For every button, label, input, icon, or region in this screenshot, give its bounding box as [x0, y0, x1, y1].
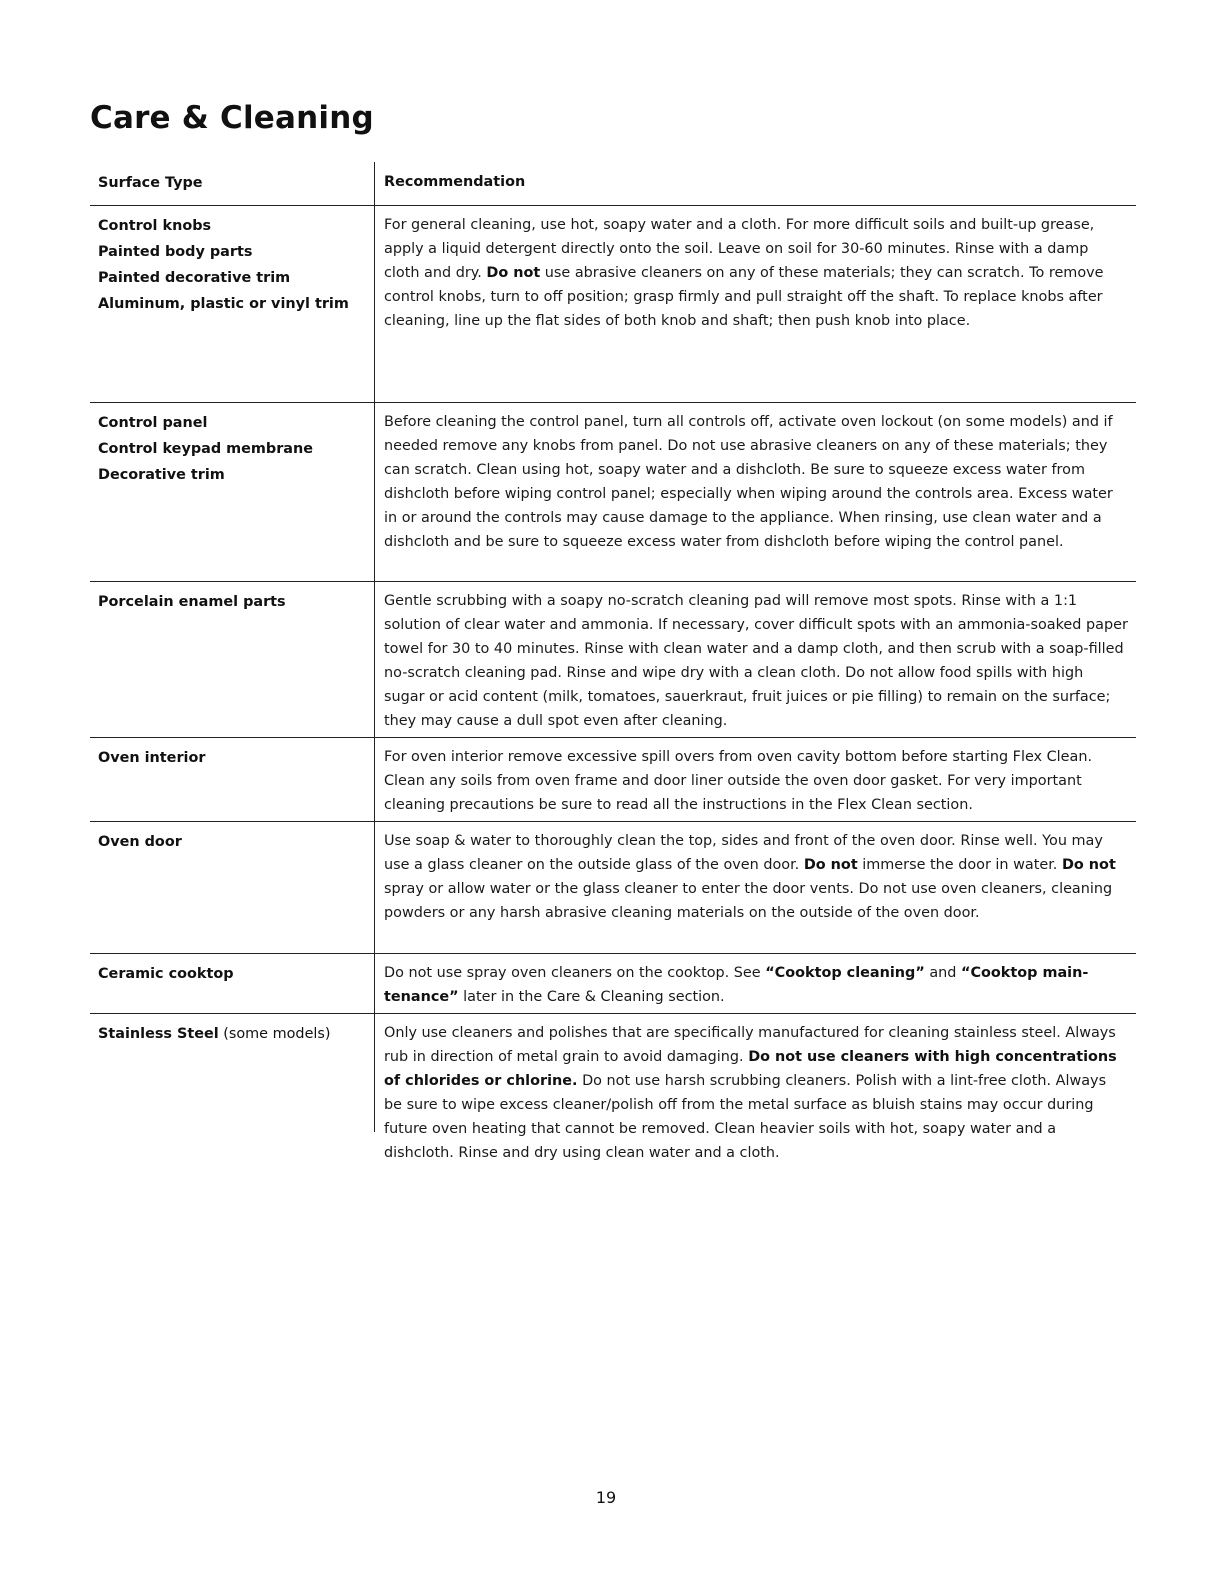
- recommendation-cell: For oven interior remove excessive spill overs from oven cavity bottom before starting Flex Clean. Clean any soils from oven frame and door liner outside the oven door gasket. For very important cleaning precautions be sure to read all the instructions in the Flex Clean section.: [384, 749, 1093, 813]
- table-row: [90, 738, 1136, 822]
- recommendation-cell: Only use cleaners and polishes that are specifically manufactured for cleaning stainless steel. Always rub in direction of metal grain to avoid damaging. Do not use cleaners with high concentrations of chlorides or chlorine. Do not use harsh scrubbing cleaners. Polish with a lint-free cloth. Always be sure to wipe excess cleaner/polish off from the metal surface as bluish stains may occur during future oven heating that cannot be removed. Clean heavier soils with hot, soapy water and a dishcloth. Rinse and dry using clean water and a cloth.: [384, 1025, 1117, 1161]
- recommendation-cell: Before cleaning the control panel, turn all controls off, activate oven lockout (on some models) and if needed remove any knobs from panel. Do not use abrasive cleaners on any of these materials; they can scratch. Clean using hot, soapy water and a dishcloth. Be sure to squeeze excess water from dishcloth before wiping control panel; especially when wiping around the controls area. Excess water in or around the controls may cause damage to the appliance. When rinsing, use clean water and a dishcloth and be sure to squeeze excess water from dishcloth before wiping the control panel.: [384, 414, 1113, 550]
- surface-type: Ceramic cooktop: [98, 966, 234, 982]
- table-row: [90, 582, 1136, 738]
- page-title: Care & Cleaning: [90, 100, 374, 136]
- surface-type: Control panel: [98, 415, 208, 431]
- surface-type: Control knobs: [98, 218, 212, 234]
- surface-type: Decorative trim: [98, 467, 225, 483]
- surface-type: Painted decorative trim: [98, 270, 291, 286]
- surface-type-cell: [90, 403, 375, 581]
- surface-type: Oven door: [98, 834, 182, 850]
- surface-type-cell: [90, 206, 375, 402]
- surface-type: Aluminum, plastic or vinyl trim: [98, 296, 349, 312]
- surface-type: Stainless Steel (some models): [98, 1026, 331, 1042]
- surface-type-cell: [90, 822, 375, 953]
- recommendation-cell: Use soap & water to thoroughly clean the top, sides and front of the oven door. Rinse well. You may use a glass cleaner on the outside glass of the oven door. Do not immerse the door in water. Do not spray or allow water or the glass cleaner to enter the door vents. Do not use oven cleaners, cleaning powders or any harsh abrasive cleaning materials on the outside of the oven door.: [384, 833, 1116, 921]
- column-divider: [374, 162, 375, 1132]
- surface-type-header: Surface Type: [98, 175, 203, 191]
- recommendation-header: Recommendation: [384, 174, 526, 190]
- table-row: [90, 403, 1136, 582]
- table-row: [90, 206, 1136, 403]
- surface-type-cell: [90, 1014, 375, 1171]
- surface-type: Oven interior: [98, 750, 206, 766]
- table-row: [90, 954, 1136, 1014]
- care-cleaning-table: [90, 162, 1136, 1171]
- table-row: [90, 822, 1136, 954]
- recommendation-cell: For general cleaning, use hot, soapy water and a cloth. For more difficult soils and built-up grease, apply a liquid detergent directly onto the soil. Leave on soil for 30-60 minutes. Rinse with a damp cloth and dry. Do not use abrasive cleaners on any of these materials; they can scratch. To remove control knobs, turn to off position; grasp firmly and pull straight off the shaft. To replace knobs after cleaning, line up the flat sides of both knob and shaft; then push knob into place.: [384, 217, 1104, 329]
- surface-type: Painted body parts: [98, 244, 253, 260]
- table-header-row: [90, 162, 1136, 206]
- recommendation-cell: Do not use spray oven cleaners on the cooktop. See “Cooktop cleaning” and “Cooktop main-tenance” later in the Care & Cleaning section.: [384, 965, 1089, 1005]
- surface-type: Control keypad membrane: [98, 441, 314, 457]
- surface-type: Porcelain enamel parts: [98, 594, 286, 610]
- page-number: 19: [595, 1488, 617, 1507]
- surface-type-cell: [90, 582, 375, 737]
- surface-type-cell: [90, 954, 375, 1013]
- table-row: [90, 1014, 1136, 1171]
- surface-type-cell: [90, 738, 375, 821]
- recommendation-cell: Gentle scrubbing with a soapy no-scratch cleaning pad will remove most spots. Rinse with a 1:1 solution of clear water and ammonia. If necessary, cover difficult spots with an ammonia-soaked paper towel for 30 to 40 minutes. Rinse with clean water and a damp cloth, and then scrub with a soap-filled no-scratch cleaning pad. Rinse and wipe dry with a clean cloth. Do not allow food spills with high sugar or acid content (milk, tomatoes, sauerkraut, fruit juices or pie filling) to remain on the surface; they may cause a dull spot even after cleaning.: [384, 593, 1128, 729]
